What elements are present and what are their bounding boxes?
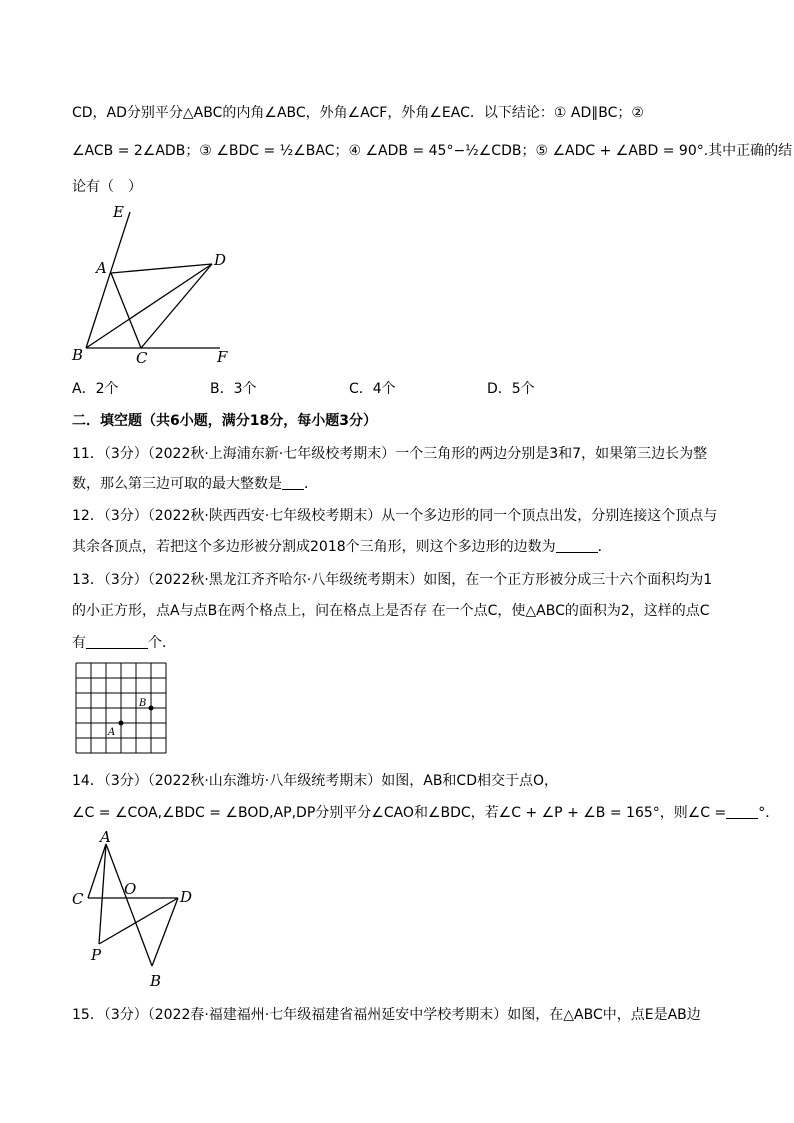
q12-text-line2-post: ． xyxy=(597,539,612,555)
q13-text-line2: 的小正方形，点A与点B在两个格点上，问在格点上是否存 在一个点C，使△ABC的面积为2，这样的点C xyxy=(72,603,710,619)
label-P: P xyxy=(91,946,102,964)
q14-text-line2-pre: ∠C = ∠COA,∠BDC = ∠BOD,AP,DP分别平分∠CAO和∠BDC，若∠C + ∠P + ∠B = 165°，则∠C = xyxy=(72,805,727,821)
q14-text-line2 xyxy=(72,802,779,822)
q11-text-line2-pre: 数，那么第三边可取的最大整数是 xyxy=(72,476,282,492)
q10-text-line3: 论有（ ） xyxy=(72,179,142,195)
q13-text-line3-pre: 有 xyxy=(72,635,86,651)
grid-point-B xyxy=(149,706,154,711)
q10-text-line1: CD，AD分别平分△ABC的内角∠ABC，外角∠ACF，外角∠EAC．以下结论：① AD∥BC；② xyxy=(72,105,644,121)
section-heading: 二．填空题（共6小题，满分18分，每小题3分） xyxy=(72,413,377,429)
q11-text-line2 xyxy=(72,473,318,493)
q10-option-c: C．4个 xyxy=(349,381,396,397)
q13-text-line1: 13．（3分）（2022秋·黑龙江齐齐哈尔·八年级统考期末）如图，在一个正方形被分成三十六个面积均为1 xyxy=(72,572,713,588)
label-B: B xyxy=(150,972,162,990)
label-E: E xyxy=(113,203,124,221)
q13-text-line3-post: 个． xyxy=(148,635,176,651)
q14-answer-blank[interactable] xyxy=(726,804,758,819)
q15-text-line1: 15．（3分）（2022春·福建福州·七年级福建省福州延安中学校考期末）如图，在△ABC中，点E是AB边 xyxy=(72,1007,701,1023)
label-A: A xyxy=(100,830,111,846)
q14-figure xyxy=(66,830,206,992)
q12-text-line1: 12．（3分）（2022秋·陕西西安·七年级校考期末）从一个多边形的同一个顶点出发，分别连接这个顶点与 xyxy=(72,508,718,524)
label-C: C xyxy=(72,890,84,908)
q14-text-line1: 14．（3分）（2022秋·山东潍坊·八年级统考期末）如图，AB和CD相交于点O， xyxy=(72,773,559,789)
grid-point-A xyxy=(119,721,124,726)
q11-text-line1: 11．（3分）（2022秋·上海浦东新·七年级校考期末）一个三角形的两边分别是3和7，如果第三边长为整 xyxy=(72,446,708,462)
q12-text-line2-pre: 其余各顶点，若把这个多边形被分割成2018个三角形，则这个多边形的边数为 xyxy=(72,539,556,555)
label-A: A xyxy=(96,259,107,277)
label-F: F xyxy=(217,348,228,366)
label-B: B xyxy=(72,346,84,364)
grid-label-B: B xyxy=(139,698,147,709)
label-D: D xyxy=(214,251,227,269)
q13-grid-figure xyxy=(72,661,172,757)
q10-text-line2: ∠ACB = 2∠ADB；③ ∠BDC = ½∠BAC；④ ∠ADB = 45°−½∠CDB；⑤ ∠ADC + ∠ABD = 90°.其中正确的结 xyxy=(72,143,793,159)
q10-option-d: D．5个 xyxy=(487,381,535,397)
q11-answer-blank[interactable] xyxy=(282,475,304,490)
grid-label-A: A xyxy=(108,727,116,738)
label-D: D xyxy=(180,888,193,906)
label-C: C xyxy=(136,349,148,367)
q10-option-a: A．2个 xyxy=(72,381,119,397)
q12-text-line2 xyxy=(72,536,612,556)
q12-answer-blank[interactable] xyxy=(556,538,598,553)
q10-option-b: B．3个 xyxy=(210,381,257,397)
q13-answer-blank[interactable] xyxy=(86,634,148,649)
q11-text-line2-post: ． xyxy=(304,476,318,492)
label-O: O xyxy=(124,880,137,898)
q13-text-line3 xyxy=(72,632,176,652)
q10-figure xyxy=(68,200,238,370)
q14-text-line2-post: °． xyxy=(758,805,780,821)
